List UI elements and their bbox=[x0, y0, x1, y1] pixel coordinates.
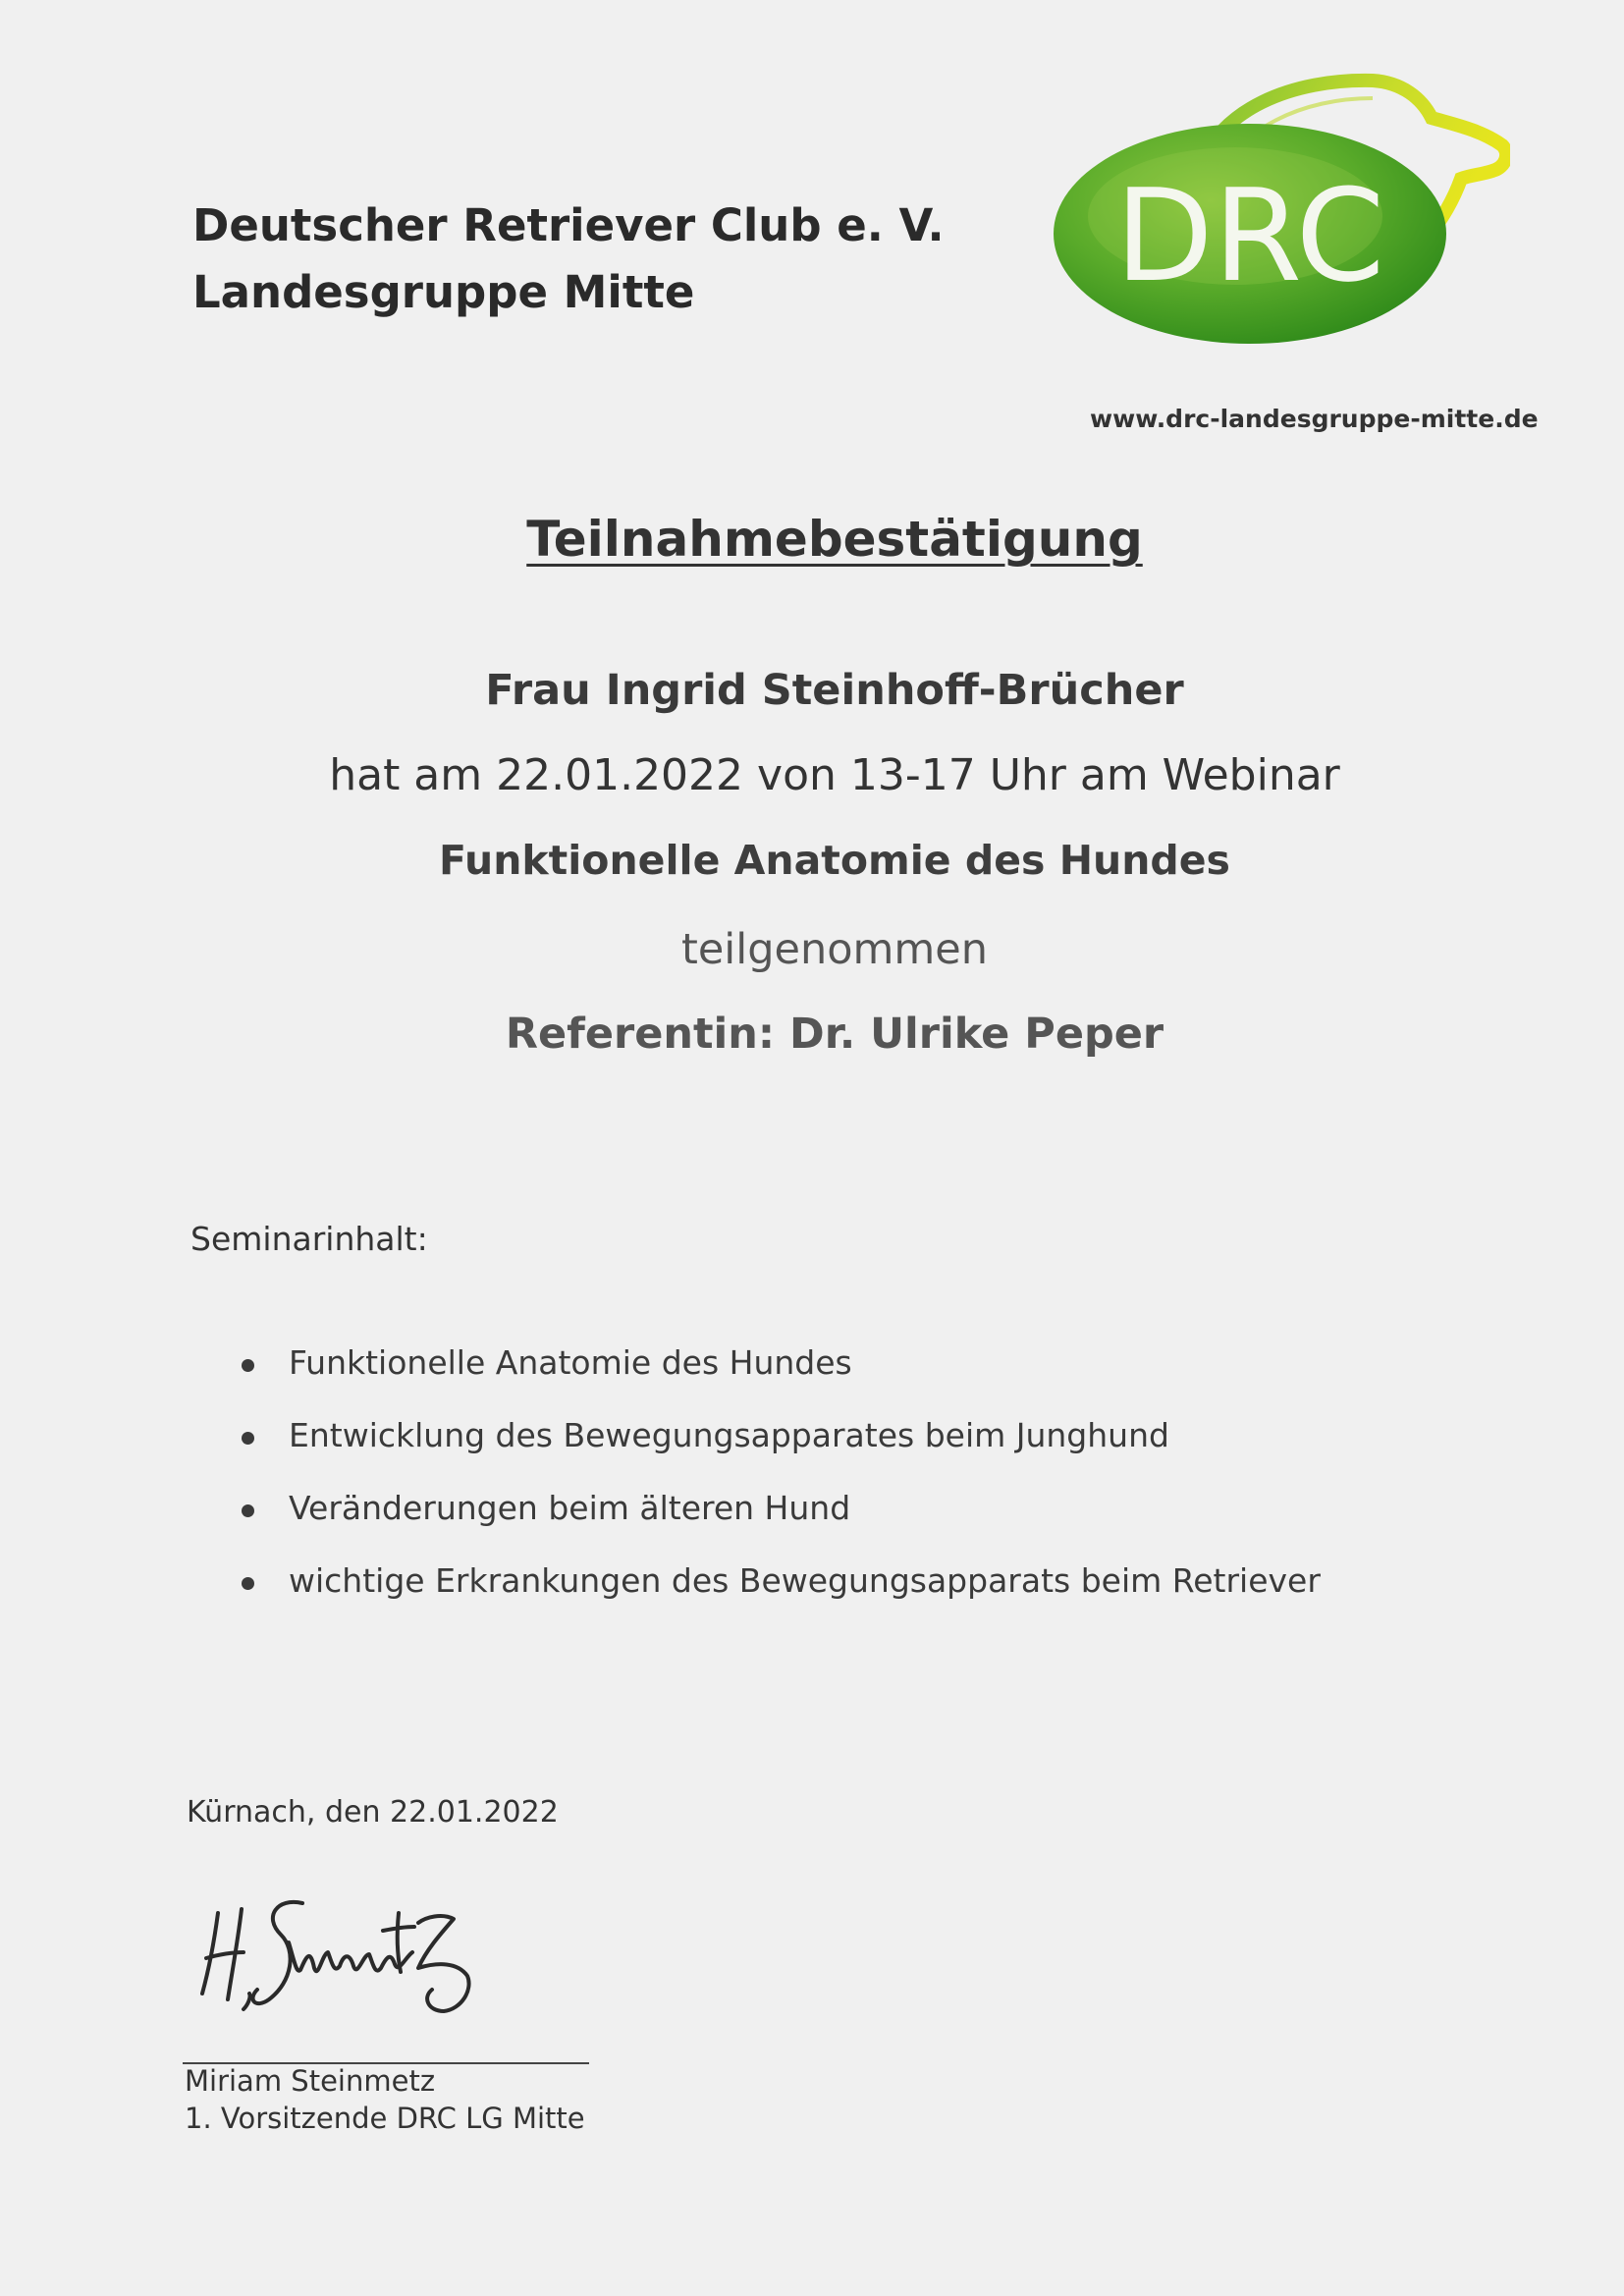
place-date: Kürnach, den 22.01.2022 bbox=[187, 1795, 559, 1830]
signer-block bbox=[185, 2062, 585, 2137]
handwritten-signature bbox=[187, 1884, 501, 2031]
signer-role: 1. Vorsitzende DRC LG Mitte bbox=[185, 2102, 585, 2135]
website-link: www.drc-landesgruppe-mitte.de bbox=[1090, 405, 1539, 433]
org-line-2: Landesgruppe Mitte bbox=[192, 266, 695, 318]
participant-name: Frau Ingrid Steinhoff-Brücher bbox=[485, 666, 1184, 715]
title-text: Teilnahmebestätigung bbox=[526, 511, 1143, 568]
list-item: Entwicklung des Bewegungsapparates beim Junghund bbox=[236, 1408, 1321, 1481]
speaker: Referentin: Dr. Ulrike Peper bbox=[505, 1010, 1164, 1059]
list-item: Veränderungen beim älteren Hund bbox=[236, 1481, 1321, 1554]
content-label: Seminarinhalt: bbox=[190, 1220, 428, 1258]
list-item: Funktionelle Anatomie des Hundes bbox=[236, 1336, 1321, 1408]
organization-name bbox=[192, 192, 945, 326]
org-line-1: Deutscher Retriever Club e. V. bbox=[192, 199, 945, 251]
list-item: wichtige Erkrankungen des Bewegungsapparats beim Retriever bbox=[236, 1554, 1321, 1626]
signer-name: Miriam Steinmetz bbox=[185, 2064, 436, 2098]
content-list bbox=[236, 1336, 1321, 1626]
participated-text: teilgenommen bbox=[680, 925, 988, 974]
webinar-topic: Funktionelle Anatomie des Hundes bbox=[439, 837, 1230, 884]
document-title bbox=[0, 511, 1624, 568]
date-line: hat am 22.01.2022 von 13-17 Uhr am Webinar bbox=[329, 750, 1340, 800]
logo-text: DRC bbox=[1114, 161, 1385, 310]
drc-logo bbox=[1049, 69, 1510, 354]
